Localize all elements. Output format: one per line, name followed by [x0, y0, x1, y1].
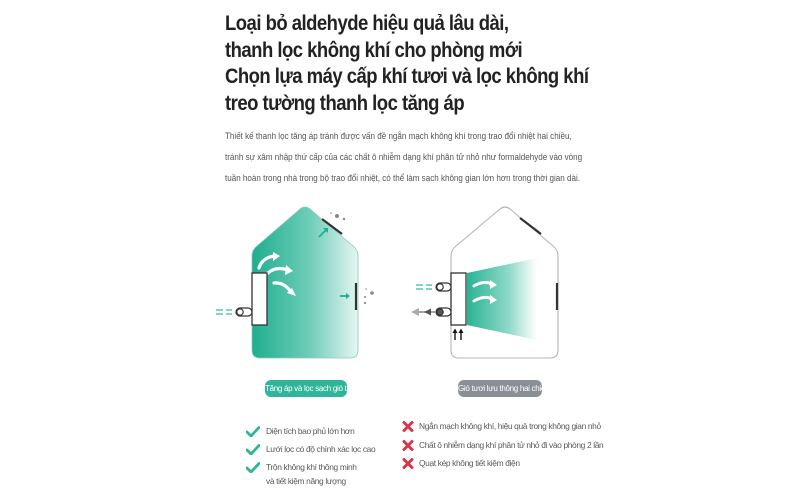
- ventilation-unit: [451, 273, 466, 325]
- cross-icon: [402, 440, 414, 451]
- check-icon: [246, 462, 260, 473]
- title-line: Loại bỏ aldehyde hiệu quả lâu dài,: [225, 11, 509, 35]
- purifier-unit: [252, 273, 267, 325]
- check-icon: [246, 444, 260, 455]
- title-line: treo tường thanh lọc tăng áp: [225, 90, 465, 115]
- description-line: tránh sự xâm nhập thứ cấp của các chất ô nhiễm dạng khí phân tử nhỏ như formaldehyde vào vòng: [225, 152, 583, 163]
- description-line: tuần hoàn trong nhà trong bộ trao đổi nhiệt, có thể làm sạch không gian lớn hơn trong thời gian dài.: [225, 173, 581, 184]
- list-item: [246, 426, 375, 437]
- list-item: [402, 458, 603, 469]
- fresh-air-inlet-icon: [416, 285, 432, 289]
- advantage-text: Lưới lọc có độ chính xác lọc cao: [266, 444, 376, 454]
- house-two-way: [411, 207, 558, 358]
- house-pressurized: [216, 207, 374, 358]
- title-line: Chọn lựa máy cấp khí tươi và lọc không khí: [225, 64, 589, 88]
- disadvantage-text: Quạt kép không tiết kiệm điện: [419, 458, 520, 468]
- pressurized-label-badge: Tăng áp và lọc sạch gió tươi: [265, 380, 347, 397]
- disadvantage-text: Ngắn mạch không khí, hiệu quả trong không gian nhỏ: [419, 421, 601, 431]
- advantages-list: [246, 426, 375, 494]
- exhaust-arrow-icon: [411, 308, 436, 316]
- disadvantage-text: Chất ô nhiễm dạng khí phân tử nhỏ đi vào phòng 2 lần: [419, 439, 604, 450]
- advantage-text: Diện tích bao phủ lớn hơn: [266, 426, 355, 436]
- list-item: [402, 421, 603, 432]
- list-item: [246, 462, 375, 473]
- cross-icon: [402, 421, 414, 432]
- fresh-air-inlet-icon: [216, 310, 232, 314]
- disadvantages-list: [402, 421, 603, 477]
- check-icon: [246, 426, 260, 437]
- advantage-text: và tiết kiệm năng lượng: [266, 476, 346, 486]
- list-item-continuation: [246, 476, 375, 487]
- two-way-label-badge: Gió tươi lưu thông hai chiều: [458, 380, 542, 397]
- advantage-text: Trộn không khí thông minh: [266, 462, 357, 472]
- description-line: Thiết kế thanh lọc tăng áp tránh được vấn đề ngắn mạch không khí trong trao đổi nhiệt hai chiều,: [225, 131, 572, 142]
- cross-icon: [402, 458, 414, 469]
- title-line: thanh lọc không khí cho phòng mới: [225, 37, 523, 62]
- list-item: [246, 444, 375, 455]
- list-item: [402, 440, 603, 451]
